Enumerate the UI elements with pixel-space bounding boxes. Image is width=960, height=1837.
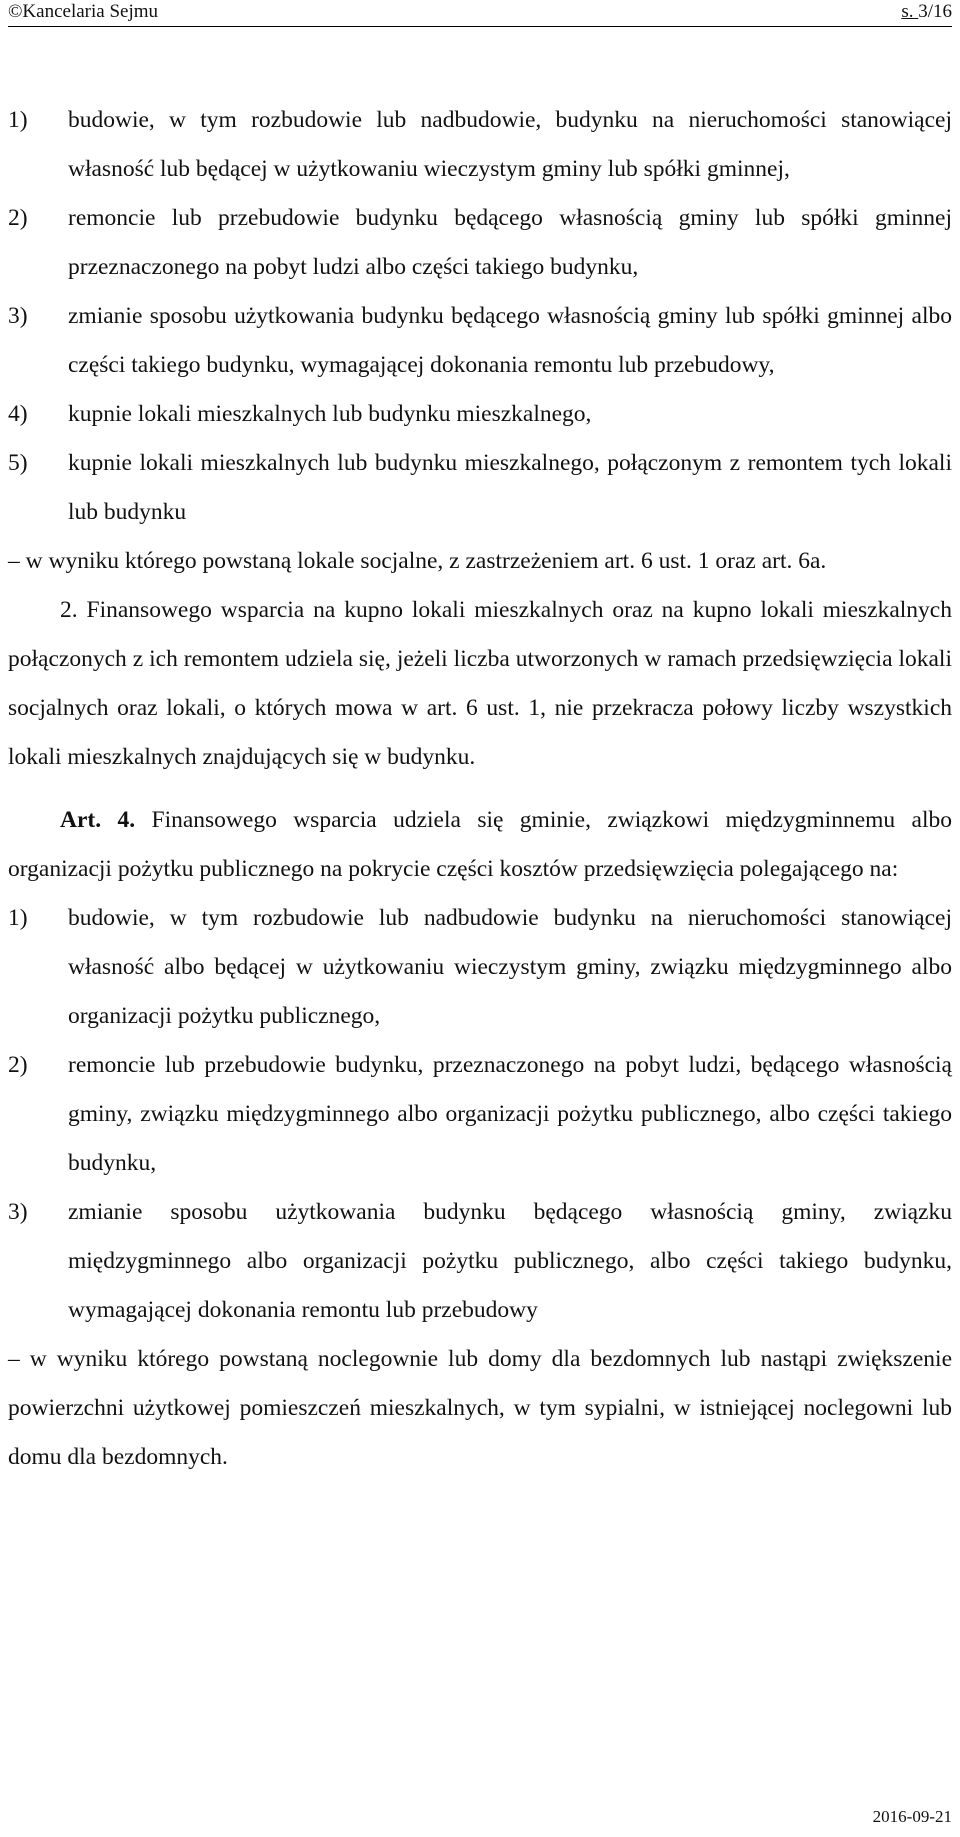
- list-item-number: 1): [8, 905, 28, 931]
- list-1: [8, 96, 952, 537]
- list-item: [8, 1188, 952, 1335]
- list-item-text: budowie, w tym rozbudowie lub nadbudowie, budynku na nieruchomości stanowiącej własność lub będącej w użytkowaniu wieczystym gminy lub spółki gminnej,: [68, 107, 952, 182]
- list-item: [8, 1041, 952, 1188]
- page-prefix: s.: [901, 1, 919, 22]
- list-2: [8, 894, 952, 1335]
- paragraph-2: 2. Finansowego wsparcia na kupno lokali mieszkalnych oraz na kupno lokali mieszkalnych połączonych z ich remontem udziela się, jeżeli liczba utworzonych w ramach przedsięwzięcia lokali socjalnych oraz lokali, o których mowa w art. 6 ust. 1, nie przekracza połowy liczby wszystkich lokali mieszkalnych znajdujących się w budynku.: [8, 597, 952, 770]
- list-item: [8, 439, 952, 537]
- list-item: [8, 390, 952, 439]
- list-item-number: 3): [8, 303, 28, 329]
- list-item-text: zmianie sposobu użytkowania budynku będącego własnością gminy lub spółki gminnej albo części takiego budynku, wymagającej dokonania remontu lub przebudowy,: [68, 303, 952, 378]
- list-item-number: 4): [8, 401, 28, 427]
- list-item-number: 2): [8, 205, 28, 231]
- list-item-number: 5): [8, 450, 28, 476]
- page-number: 3/16: [918, 1, 952, 22]
- copyright-label: ©Kancelaria Sejmu: [8, 1, 159, 22]
- list-item-number: 2): [8, 1052, 28, 1078]
- document-body: [8, 96, 952, 1482]
- list-item: [8, 292, 952, 390]
- list-1-conclusion: – w wyniku którego powstaną lokale socjalne, z zastrzeżeniem art. 6 ust. 1 oraz art. 6a.: [8, 548, 827, 574]
- page-header: [8, 0, 952, 27]
- list-item-text: remoncie lub przebudowie budynku będącego własnością gminy lub spółki gminnej przeznaczonego na pobyt ludzi albo części takiego budynku,: [68, 205, 952, 280]
- page-indicator: [901, 0, 952, 24]
- article-4-label: Art. 4.: [60, 807, 136, 833]
- footer-date: 2016-09-21: [872, 1807, 952, 1826]
- article-4: [8, 796, 952, 894]
- list-item-text: kupnie lokali mieszkalnych lub budynku mieszkalnego,: [68, 401, 592, 427]
- article-4-text: Finansowego wsparcia udziela się gminie, związkowi międzygminnemu albo organizacji pożytku publicznego na pokrycie części kosztów przedsięwzięcia polegającego na:: [8, 807, 953, 882]
- list-item: [8, 894, 952, 1041]
- list-item: [8, 96, 952, 194]
- list-item-text: kupnie lokali mieszkalnych lub budynku mieszkalnego, połączonym z remontem tych lokali lub budynku: [68, 450, 952, 525]
- list-item-text: budowie, w tym rozbudowie lub nadbudowie budynku na nieruchomości stanowiącej własność albo będącej w użytkowaniu wieczystym gminy, związku międzygminnego albo organizacji pożytku publicznego,: [68, 905, 952, 1029]
- list-2-conclusion: – w wyniku którego powstaną noclegownie lub domy dla bezdomnych lub nastąpi zwiększenie powierzchni użytkowej pomieszczeń mieszkalnych, w tym sypialni, w istniejącej noclegowni lub domu dla bezdomnych.: [8, 1346, 952, 1470]
- list-item-number: 1): [8, 107, 28, 133]
- list-item-number: 3): [8, 1199, 28, 1225]
- list-item-text: zmianie sposobu użytkowania budynku będącego własnością gminy, związku międzygminnego albo organizacji pożytku publicznego, albo części takiego budynku, wymagającej dokonania remontu lub przebudowy: [68, 1199, 952, 1323]
- list-item-text: remoncie lub przebudowie budynku, przeznaczonego na pobyt ludzi, będącego własnością gminy, związku międzygminnego albo organizacji pożytku publicznego, albo części takiego budynku,: [68, 1052, 952, 1176]
- list-item: [8, 194, 952, 292]
